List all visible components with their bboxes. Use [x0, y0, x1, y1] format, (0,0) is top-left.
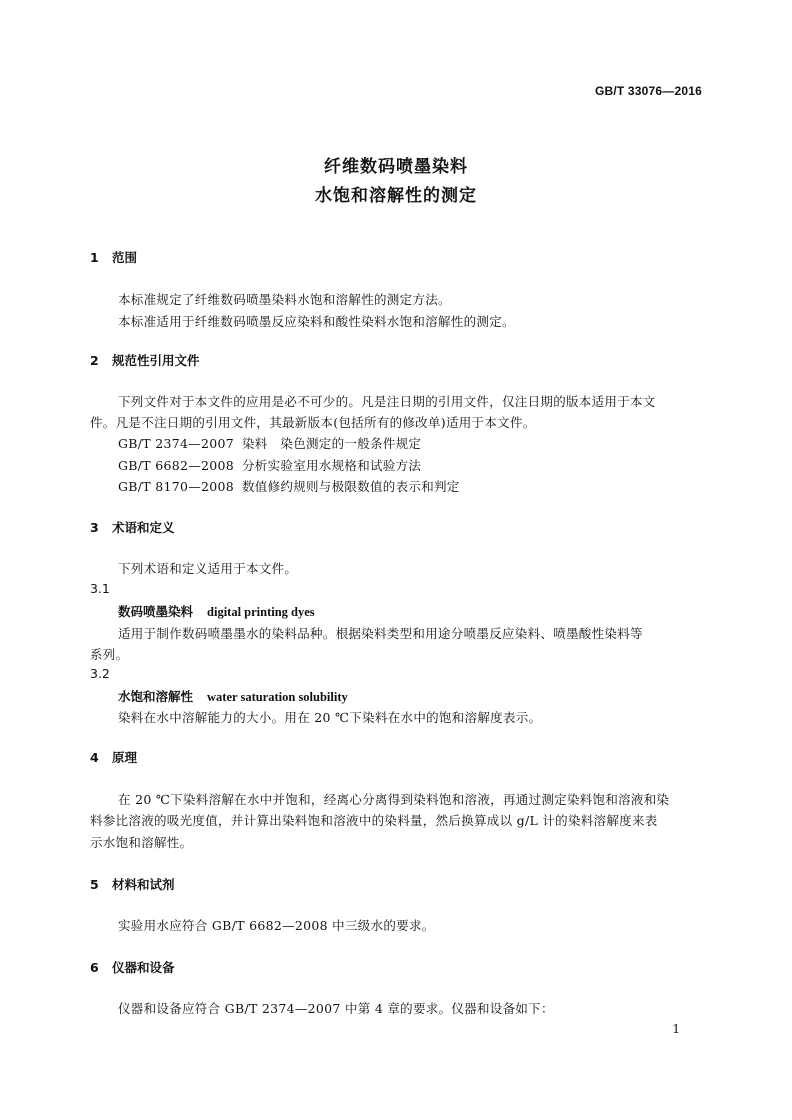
paragraph-line: 下列文件对于本文件的应用是必不可少的。凡是注日期的引用文件，仅注日期的版本适用于本文	[118, 394, 656, 409]
paragraph-line: 件。凡是不注日期的引用文件，其最新版本(包括所有的修改单)适用于本文件。	[90, 415, 536, 430]
term-english: water saturation solubility	[207, 690, 348, 704]
paragraph: 仪器和设备应符合 GB/T 2374—2007 中第 4 章的要求。仪器和设备如下：	[118, 1001, 554, 1016]
section-title: 规范性引用文件	[112, 353, 200, 368]
section-title: 原理	[112, 750, 138, 765]
term-entry	[118, 687, 348, 705]
document-title-line2: 水饱和溶解性的测定	[315, 186, 477, 206]
reference-title: 分析实验室用水规格和试验方法	[242, 458, 422, 473]
normative-reference	[118, 456, 421, 474]
term-chinese: 水饱和溶解性	[118, 689, 194, 704]
term-entry	[118, 602, 315, 620]
section-1-heading	[90, 248, 137, 266]
section-number: 4	[90, 750, 99, 765]
section-4-heading	[90, 748, 137, 766]
term-definition-line: 适用于制作数码喷墨墨水的染料品种。根据染料类型和用途分喷墨反应染料、喷墨酸性染料等	[118, 626, 643, 641]
section-6-heading	[90, 958, 175, 976]
paragraph-line: 在 20 ℃下染料溶解在水中并饱和，经离心分离得到染料饱和溶液，再通过测定染料饱和溶液和染	[118, 792, 670, 807]
term-number: 3.2	[90, 666, 110, 681]
section-title: 材料和试剂	[112, 877, 175, 892]
term-definition-line: 染料在水中溶解能力的大小。用在 20 ℃下染料在水中的饱和溶解度表示。	[118, 710, 542, 725]
section-number: 3	[90, 520, 99, 535]
section-2-heading	[90, 351, 200, 369]
term-english: digital printing dyes	[207, 605, 315, 619]
paragraph: 本标准规定了纤维数码喷墨染料水饱和溶解性的测定方法。	[118, 292, 451, 307]
reference-code: GB/T 2374—2007	[118, 436, 235, 451]
standard-code: GB/T 33076—2016	[594, 84, 702, 98]
document-title-line1: 纤维数码喷墨染料	[324, 157, 468, 177]
section-5-heading	[90, 875, 175, 893]
section-title: 范围	[112, 250, 138, 265]
term-chinese: 数码喷墨染料	[118, 604, 194, 619]
reference-title: 数值修约规则与极限数值的表示和判定	[242, 479, 460, 494]
section-number: 2	[90, 353, 99, 368]
term-number: 3.1	[90, 581, 110, 596]
normative-reference	[118, 477, 460, 495]
section-title: 仪器和设备	[112, 960, 175, 975]
section-number: 5	[90, 877, 99, 892]
normative-reference	[118, 434, 421, 452]
paragraph-line: 示水饱和溶解性。	[90, 835, 193, 850]
page-number: 1	[672, 1022, 680, 1036]
term-definition-line: 系列。	[90, 647, 129, 662]
paragraph: 实验用水应符合 GB/T 6682—2008 中三级水的要求。	[118, 918, 435, 933]
reference-code: GB/T 6682—2008	[118, 458, 235, 473]
paragraph: 本标准适用于纤维数码喷墨反应染料和酸性染料水饱和溶解性的测定。	[118, 314, 515, 329]
section-number: 1	[90, 250, 99, 265]
section-number: 6	[90, 960, 99, 975]
reference-title: 染料 染色测定的一般条件规定	[242, 436, 422, 451]
section-title: 术语和定义	[112, 520, 175, 535]
paragraph-line: 料参比溶液的吸光度值，并计算出染料饱和溶液中的染料量，然后换算成以 g/L 计的染料溶解度来表	[90, 813, 658, 828]
section-3-heading	[90, 518, 175, 536]
reference-code: GB/T 8170—2008	[118, 479, 235, 494]
paragraph: 下列术语和定义适用于本文件。	[118, 561, 298, 576]
